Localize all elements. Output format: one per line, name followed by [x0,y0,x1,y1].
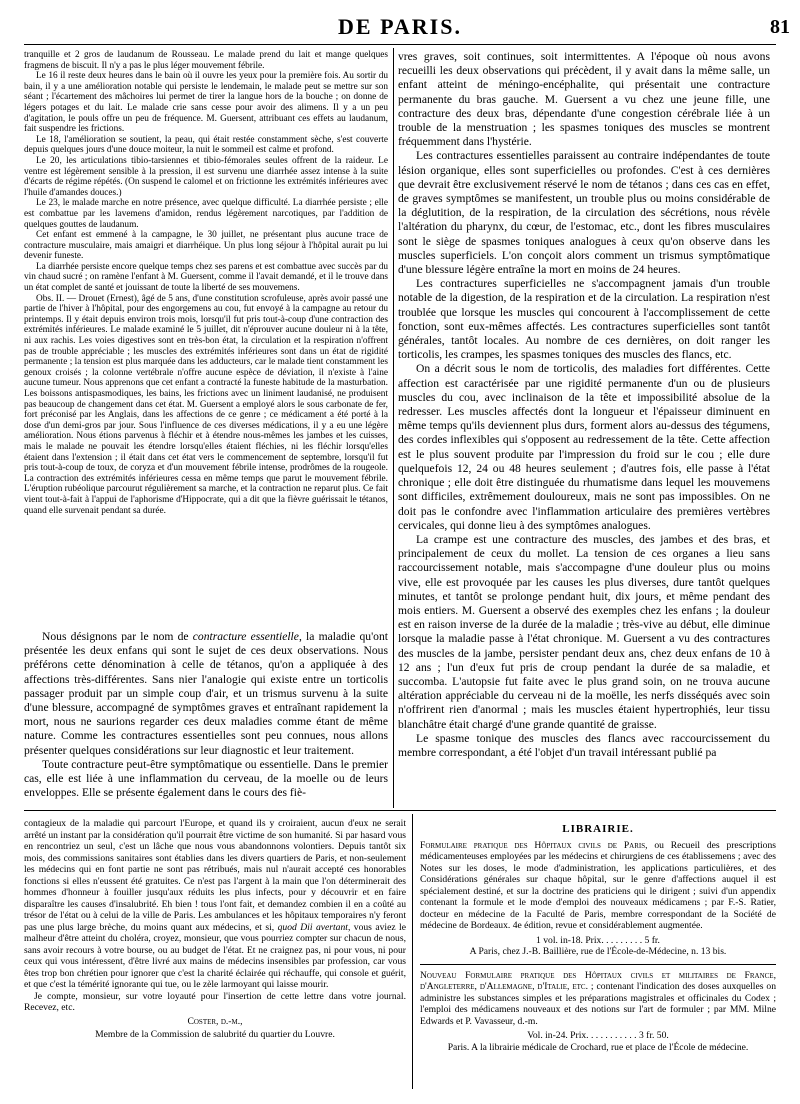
paragraph: Le 16 il reste deux heures dans le bain où il ouvre les yeux pour la première fois. Au sortir du bain, il y a une amélioration notable qui persiste le lendemain, le malade peut se mettre sur son séant ; l'écartement des mâchoires lui permet de tirer la langue hors de la bouche ; on donne de légers potages et du lait. Le malade crie sans cesse pour avoir des alimens. Il y a un peu d'agitation, le pouls offre un peu de fréquence. M. Guersent, attribuant ces effets au laudanum, fait suspendre les frictions. [24,71,388,135]
book-price: Vol. in-24. Prix. . . . . . . . . . . 3 fr. 50. [527,1030,669,1041]
entry-divider [420,964,776,965]
observation-column [24,50,388,620]
paragraph: Toute contracture peut-être symptômatique ou essentielle. Dans le premier cas, elle est liée à une inflammation du cerveau, de la moelle ou de leurs enveloppes. Elle se présente également dans le cours des fiè- [24,757,388,800]
paragraph: On a décrit sous le nom de torticolis, des maladies fort différentes. Cette affection est caractérisée par une rigidité permanente d'un ou de plusieurs muscles du cou, avec inclinaison de la tête et impossibilité absolue de la redresser. Les muscles affectés dont la longueur et l'épaisseur diminuent en même temps qu'ils deviennent plus durs, forment alors au-dessus des tégumens, des cordes inflexibles qui s'opposent au redressement de la tête. Cette affection est le plus souvent produite par l'impression du froid sur le cou ; elle dure quelquefois 12, 24 ou 48 heures seulement ; d'autres fois, elle passe à l'état chronique ; elle doit être distinguée du rhumatisme dans lequel les mouvemens sont difficiles, extrêmement douloureux, mais ne sont pas impossibles. On ne doit pas le confondre avec l'inflammation articulaire des premières vertèbres cervicales, qui donne lieu à des symptômes analogues. [398,362,770,532]
paragraph: Le 18, l'amélioration se soutient, la peau, qui était restée constamment sèche, s'est couverte depuis quelques jours d'une douce moiteur, la nuit le sommeil est calme et profond. [24,134,388,156]
signature: Coster, d.-m., [187,1015,243,1027]
closing: Je compte, monsieur, sur votre loyauté pour l'insertion de cette lettre dans votre journal. Recevez, etc. [24,990,406,1013]
book-title: Nouveau Formulaire pratique des Hôpitaux civils et militaires de France, d'Angleterre, d'Allemagne, d'Italie, etc. [420,969,776,992]
text-run: contagieux de la maladie qui parcourt l'Europe, et quand ils y croiraient, aucun d'eux ne serait arrêté un instant par la considération qu'il pourrait être victime de son humanité. Si par hasard vous en rencontriez un seul, c'est un lâche que nous vous abandonnons volontiers. Depuis tantôt six mois, des commissions sanitaires sont établies dans les divers quartiers de Paris, et non-seulement les médecins qui en font partie ne sont pas rétribués, mais nul n'aurait accepté ces honorables fonctions si elles n'eussent été gratuites. Ce n'est pas l'argent à la main que l'on déterminerait des hommes d'honneur à fouiller jusqu'aux réduits les plus infects, pour y découvrir et en faire disparaître les causes d'insalubrité. Eh bien ! tous l'ont fait, et demandez combien il en a coûté au trésor de l'état ou à celui de la ville de Paris. Les ambulances et les hôpitaux temporaires n'y feront pas une plus large brèche, du moins quant aux médecins, et si, [24,818,406,933]
paragraph [24,630,388,758]
paragraph: Le spasme tonique des muscles des flancs avec raccourcissement du membre correspondant, a été l'objet d'un travail intéressant publié pa [398,731,770,759]
paragraph: La diarrhée persiste encore quelque temps chez ses parens et est combattue avec succès par du vin chaud sucré ; on ramène l'enfant à M. Guersent, comme il l'avait demandé, et il le trouve dans un état complet de santé et jouissant de toute la liberté de ses mouvemens. [24,261,388,294]
paragraph: Le 23, le malade marche en notre présence, avec quelque difficulté. La diarrhée persiste ; elle est combattue par les lavemens d'amidon, rendus légèrement narcotiques, par l'addition de quelques gouttes de laudanum. [24,198,388,230]
book-publisher: A Paris, chez J.-B. Baillière, rue de l'École-de-Médecine, n. 13 bis. [469,946,727,957]
book-publisher: Paris. A la librairie médicale de Crochard, rue et place de l'École de médecine. [447,1041,749,1053]
paragraph: La crampe est une contracture des muscles, des jambes et des bras, et principalement de ceux du mollet. La tension de ces organes a lieu sans raccourcissement notable, mais s'accompagne d'une douleur plus ou moins vive, elle est provoquée par les causes les plus diverses, dure tantôt quelques minutes, et tantôt se prolonge pendant huit, dix jours, et même pendant des mois entiers. M. Guersent a observé des exemples chez les enfans ; la douleur est en raison inverse de la durée de la maladie ; très-vive au début, elle diminue lorsque la maladie passe à l'état chronique. M. Guersent a vu des contractures des muscles de la jambe, persister pendant deux ans, chez deux enfans de 10 à 12 ans ; l'un d'eux fut pris de croup pendant la durée de sa maladie, et succomba. L'autopsie fut faite avec le plus grand soin, on ne trouva aucune altération appréciable du cerveau ni de la moëlle, les nerfs disséqués avec soin n'offrirent rien d'anormal ; mais les muscles étaient hypertrophiés, leur tissu blanchâtre était chargé d'une grande quantité de graisse. [398,532,770,731]
paragraph: Les contractures essentielles paraissent au contraire indépendantes de toute lésion organique, elles sont superficielles ou profondes. C'est à ces dernières que devrait être exclusivement réservé le nom de tétanos ; dans ces cas en effet, de graves symptômes se manifestent, un trouble plus ou moins considérable de la déglutition, de la respiration, de la circulation des sécrétions, nous révèle l'altération du pharynx, du cœur, de l'estomac, etc., dont les fibres musculaires sont le siège de spasmes toniques analogues à ceux qu'on observe dans les muscles superficiels. L'on conçoit alors comment un trismus symptômatique d'une blessure légère entraîne la mort en moins de 24 heures. [398,149,770,277]
text-run: , la maladie qu'ont présentée les deux enfans qui sont le sujet de ces deux observations. Nous préférons cette dénomination à celle de tétanos, qu'on a appliquée à des affections très-différentes. Sans nier l'analogie qui existe entre un torticolis passager produit par un simple coup d'air, et un trismus survenu à la suite d'une blessure, accompagné de symptômes graves et entraînant rapidement la mort, nous ne saurions regarder ces deux maladies comme étant de même nature. Comme les contractures essentielles sont peu connues, nous allons présenter quelques considérations sur leur diagnostic et leur traitement. [24,630,388,757]
book-title: Formulaire pratique des Hôpitaux civils de Paris [420,839,646,851]
text-run: Nous désignons par le nom de [42,630,193,643]
latin-phrase: quod Dii avertant [277,921,348,933]
book-entry [420,840,776,932]
section-rule [24,810,776,811]
book-price: 1 vol. in-18. Prix. . . . . . . . . 5 fr. [536,934,660,946]
paragraph: Obs. II. — Drouet (Ernest), âgé de 5 ans, d'une constitution scrofuleuse, après avoir passé une partie de l'hiver à l'hôpital, pour des engorgemens au cou, fut envoyé à la campagne au retour du printemps. Il y était depuis environ trois mois, lorsqu'il fut pris tout-à-coup d'une contraction des extrémités inférieures. Le malade examiné le 5 juillet, dit n'éprouver aucune douleur ni à la tête, ni aux rachis. Les voies digestives sont en très-bon état, la circulation et la respiration n'offrent pas de trouble appréciable ; les muscles des extrémités inférieures sont dans un état de rigidité permanente ; la tension est plus marquée dans les adducteurs, car le malade tient constamment les genoux croisés ; la colonne vertébrale n'offre aucune espèce de déviation, il n'existe à l'aine aucune tumeur. Nous apprenons que cet enfant a contracté la funeste habitude de la masturbation. Les boissons antispasmodiques, les bains, les frictions avec un liniment laudanisé, ne produisent pas beaucoup de changement dans cet état. M. Guersent a employé alors le sous carbonate de fer, fort préconisé par les Anglais, dans les affections de ce genre ; ce médicament a été porté à la dose d'un demi-gros par jour. Sous l'influence de ces diverses médications, il y a eu une légère amélioration. Nous étions parvenus à fléchir et à étendre nous-mêmes les jambes et les cuisses, mais le malade ne pouvait les étendre lorsqu'elles étaient fléchies, ni les fléchir lorsqu'elles étaient dans l'extension ; il était dans cet état vers le commencement de septembre, lorsqu'il fut pris tout-à-coup de toux, de coryza et d'un mouvement fébrile intense, prodrômes de la rougeole. La contraction des extrémités inférieures cessa en même temps que parut le mouvement fébrile. L'éruption rubéolique parcourut régulièrement sa marche, et la contraction ne reparut plus. Ce fait vient tout-à-fait à l'appui de l'aphorisme d'Hippocrate, qui a dit que la fièvre guérissait le tétanos, quand elle survenait pendant sa durée. [24,293,388,516]
book-description: ; contenant l'indication des doses auxquelles on administre les substances simples et les préparations magistrales et officinales du Codex ; l'emploi des médicamens nouveaux et des notions sur l'art de formuler ; par MM. Milne Edwards et P. Vavasseur, d.-m. [420,981,776,1027]
librairie-column [420,818,776,1096]
right-column [398,50,770,802]
text-run: , vous aviez le malheur d'être atteint du choléra, croyez, monsieur, que vous pourriez compter sur chacun de nous, sans avoir recours à votre bourse, ou au budget de l'état. Et ne craignez pas, ni pour vous, ni pour ceux qui vous intéressent, d'être livré aux mains de médecins insensibles par profession, car vous êtes trop bon chrétien pour ignorer que c'est la charité éclairée qui réchauffe, qui console et guérit, et que c'est la témérité ignorante qui tue, ou le zèle larmoyant qui laisse mourir. [24,921,406,990]
signature-affiliation: Membre de la Commission de salubrité du quartier du Louvre. [95,1029,335,1040]
book-entry [420,970,776,1028]
paragraph: tranquille et 2 gros de laudanum de Rousseau. Le malade prend du lait et mange quelques fragmens de biscuit. Il n'y a pas le plus léger mouvement fébrile. [24,50,388,71]
column-divider [412,814,413,1089]
paragraph: Le 20, les articulations tibio-tarsiennes et tibio-fémorales seules offrent de la raideur. Le ventre est légèrement sensible à la pression, il est survenu une diarrhée assez intense à la suite d'écarts de régime répétés. (On suspend le calomel et on frictionne les extrémités inférieures avec l'huile d'amandes douces.) [24,155,388,198]
paragraph: vres graves, soit continues, soit intermittentes. A l'époque où nous avons recueilli les deux observations qui précèdent, il y avait dans la même salle, un enfant atteint de méningo-encéphalite, qui présentait une contracture permanente du bras gauche. M. Guersent a vu chez une jeune fille, une contracture des deux bras, dépendante d'une congestion cérébrale liée à un trouble de la menstruation ; les spasmes toniques des muscles se montrent fréquemment dans l'hystérie. [398,50,770,149]
column-divider [393,48,394,808]
paragraph: Les contractures superficielles ne s'accompagnent jamais d'un trouble notable de la digestion, de la respiration et de la circulation. La respiration n'est troublée que lorsque les muscles qui concourent à l'accomplissement de cette fonction, sont eux-mêmes affectés. Les contractures superficielles sont tantôt générales, tantôt locales. Au nombre de ces dernières, on doit ranger les torticolis, les crampes, les spasmes toniques des muscles des flancs, etc. [398,277,770,362]
running-title: DE PARIS. [338,14,462,39]
paragraph: Cet enfant est emmené à la campagne, le 30 juillet, ne présentant plus aucune trace de contracture musculaire, mais amaigri et diarrhéique. Un plus long séjour à l'hôpital aurait pu lui devenir funeste. [24,230,388,262]
section-heading: LIBRAIRIE. [562,823,634,835]
discussion-column [24,630,388,802]
page-header [0,14,800,44]
header-rule [24,44,776,45]
letter-column [24,818,406,1096]
paragraph [24,818,406,991]
book-description: , ou Recueil des prescriptions médicamenteuses employées par les médecins et chirurgiens de ces établissemens ; avec des Notes sur les doses, le mode d'administration, les applications particulières, et des Considérations générales sur chaque hôpital, sur le genre d'affections auquel il est spécialement destiné, et sur la doctrine des praticiens qui le dirigent ; suivi d'un appendix contenant la formule et le mode d'emploi des nouveaux médicamens ; par F.-S. Ratier, docteur en médecine de la Faculté de Paris, membre correspondant de la Société de médecine de Bordeaux. 4e édition, revue et considérablement augmentée. [420,839,776,931]
page-number: 81 [770,16,790,38]
term-emphasis: contracture essentielle [192,630,299,643]
